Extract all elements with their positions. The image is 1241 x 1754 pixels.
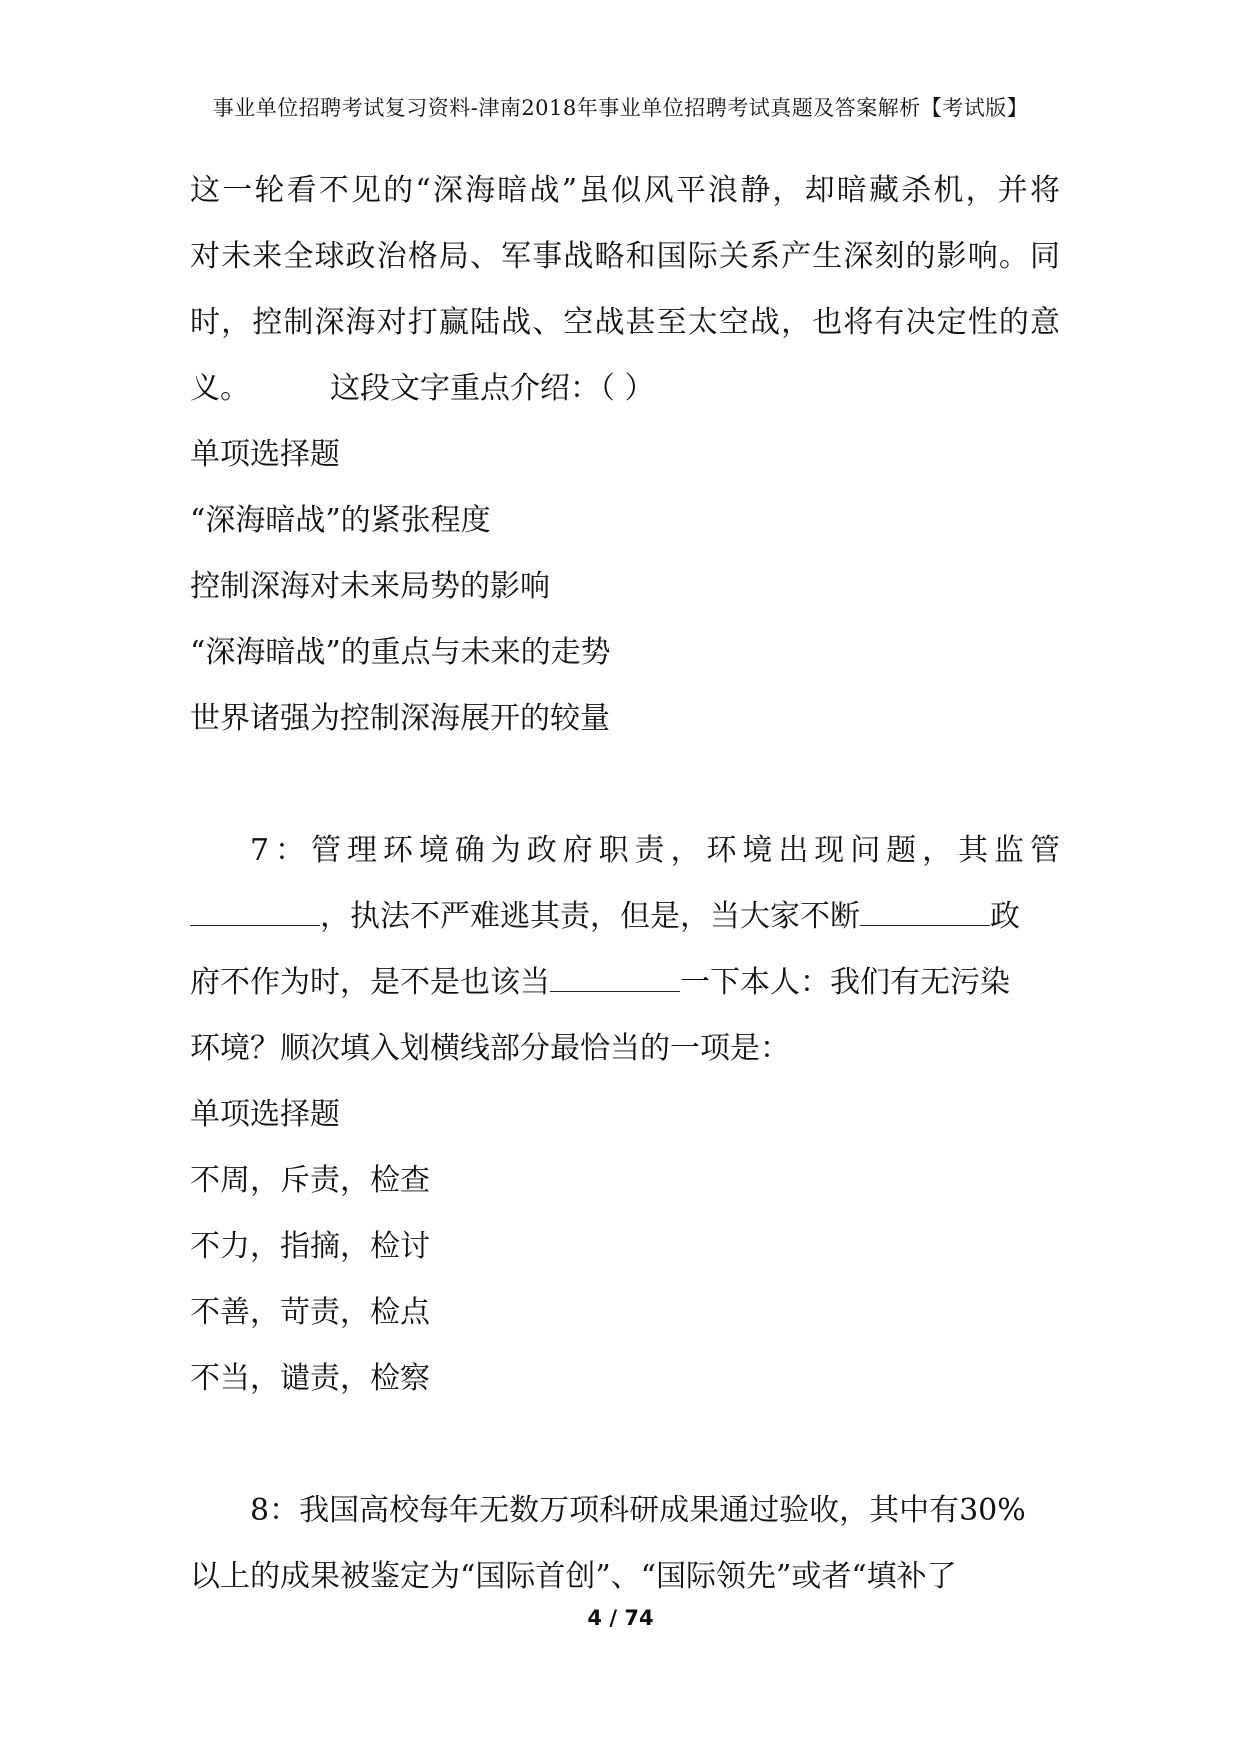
q6-text-line: 对未来全球政治格局、军事战略和国际关系产生深刻的影响。同 (190, 239, 1060, 274)
q7-option-d[interactable]: 不当，谴责，检察 (190, 1361, 430, 1396)
q6-option-a[interactable]: “深海暗战”的紧张程度 (190, 503, 491, 538)
q6-option-c[interactable]: “深海暗战”的重点与未来的走势 (190, 635, 611, 670)
q7-text: 政 (990, 899, 1020, 934)
q7-option-a[interactable]: 不周，斥责，检查 (190, 1163, 430, 1198)
q7-line-2 (190, 884, 1060, 950)
q7-blank-2[interactable] (860, 887, 990, 926)
q6-text-end: 义。 (190, 371, 250, 406)
q7-line-1: 7：管理环境确为政府职责，环境出现问题，其监管 (250, 833, 1060, 868)
q8-line-1: 8：我国高校每年无数万项科研成果通过验收，其中有30% (250, 1493, 1026, 1528)
q6-type: 单项选择题 (190, 437, 340, 472)
page-content (190, 158, 1060, 1610)
q7-text: ，执法不严难逃其责，但是，当大家不断 (320, 899, 860, 934)
q7-line-3 (190, 950, 1060, 1016)
q6-question-line (190, 356, 1060, 422)
q7-type: 单项选择题 (190, 1097, 340, 1132)
q7-option-b[interactable]: 不力，指摘，检讨 (190, 1229, 430, 1264)
q8-line-2: 以上的成果被鉴定为“国际首创”、“国际领先”或者“填补了 (190, 1559, 957, 1594)
q7-text: 府不作为时，是不是也该当 (190, 965, 550, 1000)
q7-option-c[interactable]: 不善，苛责，检点 (190, 1295, 430, 1330)
page-header: 事业单位招聘考试复习资料-津南2018年事业单位招聘考试真题及答案解析【考试版】 (212, 96, 1029, 120)
q6-text-line: 这一轮看不见的“深海暗战”虽似风平浪静，却暗藏杀机，并将 (190, 173, 1060, 208)
q6-option-d[interactable]: 世界诸强为控制深海展开的较量 (190, 701, 610, 736)
q7-blank-1[interactable] (190, 887, 320, 926)
q6-option-b[interactable]: 控制深海对未来局势的影响 (190, 569, 550, 604)
q7-line-4: 环境？顺次填入划横线部分最恰当的一项是： (190, 1031, 790, 1066)
q6-text-line: 时，控制深海对打赢陆战、空战甚至太空战，也将有决定性的意 (190, 305, 1060, 340)
q6-question: 这段文字重点介绍：（ ） (330, 371, 655, 406)
q7-text: 一下本人：我们有无污染 (680, 965, 1010, 1000)
page-number: 4 / 74 (587, 1606, 654, 1630)
q7-blank-3[interactable] (550, 953, 680, 992)
